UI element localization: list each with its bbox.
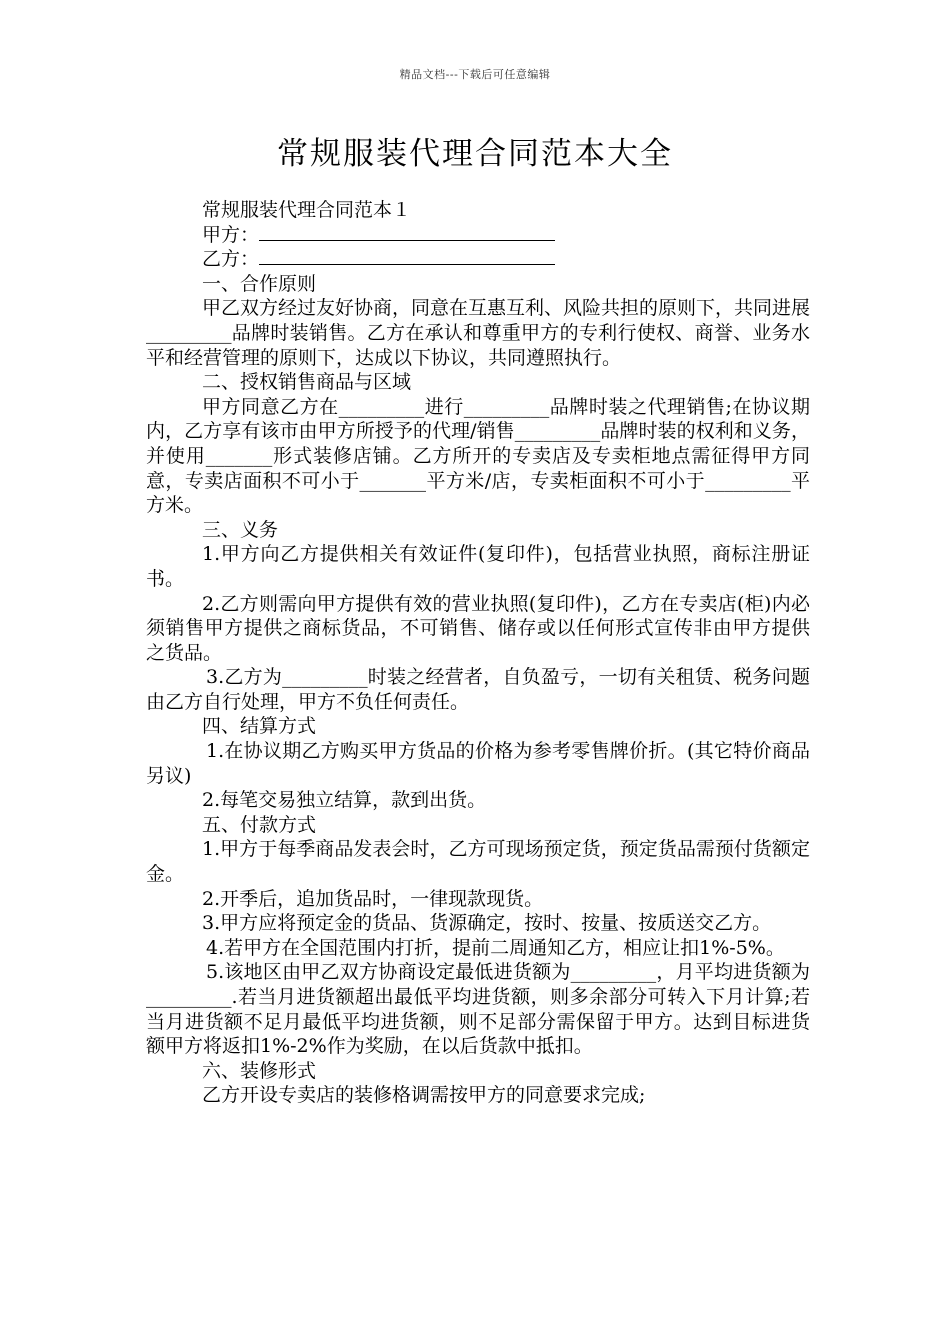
section-paragraph: 5.该地区由甲乙双方协商设定最低进货额为_________，月平均进货额为_________.若当月进货额超出最低平均进货额，则多余部分可转入下月计算;若当月进货额不足月最低平均进货额，则不足部分需保留于甲方。达到目标进货额甲方将返扣1%-2%作为奖励，在以后货款中抵扣。	[146, 961, 810, 1058]
party-b-line	[146, 247, 810, 272]
header-note: 精品文档---下载后可任意编辑	[399, 68, 551, 81]
document-body	[146, 198, 810, 1108]
party-a-label: 甲方：	[202, 223, 260, 246]
section-paragraph: 甲方同意乙方在_________进行_________品牌时装之代理销售;在协议期内，乙方享有该市由甲方所授予的代理/销售_________品牌时装的权利和义务，并使用_______形式装修店铺。乙方所开的专卖店及专卖柜地点需征得甲方同意，专卖店面积不可小于_______平方米/店，专卖柜面积不可小于_________平方米。	[146, 395, 810, 517]
section-paragraph: 3.乙方为_________时装之经营者，自负盈亏，一切有关租赁、税务问题由乙方自行处理，甲方不负任何责任。	[146, 666, 810, 713]
section-paragraph: 1.在协议期乙方购买甲方货品的价格为参考零售牌价折。(其它特价商品另议)	[146, 740, 810, 787]
party-b-blank	[259, 247, 555, 265]
section-paragraph: 乙方开设专卖店的装修格调需按甲方的同意要求完成;	[202, 1084, 646, 1107]
section-heading: 五、付款方式	[202, 813, 317, 836]
contract-subtitle: 常规服装代理合同范本１	[202, 199, 412, 221]
section-heading: 三、义务	[202, 518, 279, 541]
section-paragraph: 3.甲方应将预定金的货品、货源确定，按时、按量、按质送交乙方。	[202, 912, 772, 935]
section-paragraph: 2.每笔交易独立结算，款到出货。	[202, 789, 487, 812]
section-heading: 四、结算方式	[202, 715, 317, 738]
section-paragraph: 甲乙双方经过友好协商，同意在互惠互利、风险共担的原则下，共同进展_________品牌时装销售。乙方在承认和尊重甲方的专利行使权、商誉、业务水平和经营管理的原则下，达成以下协议，共同遵照执行。	[146, 297, 811, 369]
section-paragraph: 1.甲方向乙方提供相关有效证件(复印件)，包括营业执照，商标注册证书。	[146, 543, 810, 590]
party-b-label: 乙方：	[202, 248, 260, 271]
section-paragraph: 1.甲方于每季商品发表会时，乙方可现场预定货，预定货品需预付货额定金。	[146, 838, 810, 886]
section-paragraph: 4.若甲方在全国范围内打折，提前二周通知乙方，相应让扣1%-5%。	[206, 936, 785, 959]
section-paragraph: 2.乙方则需向甲方提供有效的营业执照(复印件)，乙方在专卖店(柜)内必须销售甲方提供之商标货品，不可销售、储存或以任何形式宣传非由甲方提供之货品。	[146, 592, 810, 664]
section-paragraph: 2.开季后，追加货品时，一律现款现货。	[202, 887, 544, 910]
section-heading: 二、授权销售商品与区域	[202, 371, 412, 394]
section-heading: 六、装修形式	[202, 1059, 317, 1082]
section-heading: 一、合作原则	[202, 272, 317, 295]
party-a-line	[146, 223, 810, 248]
party-a-blank	[259, 223, 555, 241]
document-title: 常规服装代理合同范本大全	[277, 136, 673, 172]
